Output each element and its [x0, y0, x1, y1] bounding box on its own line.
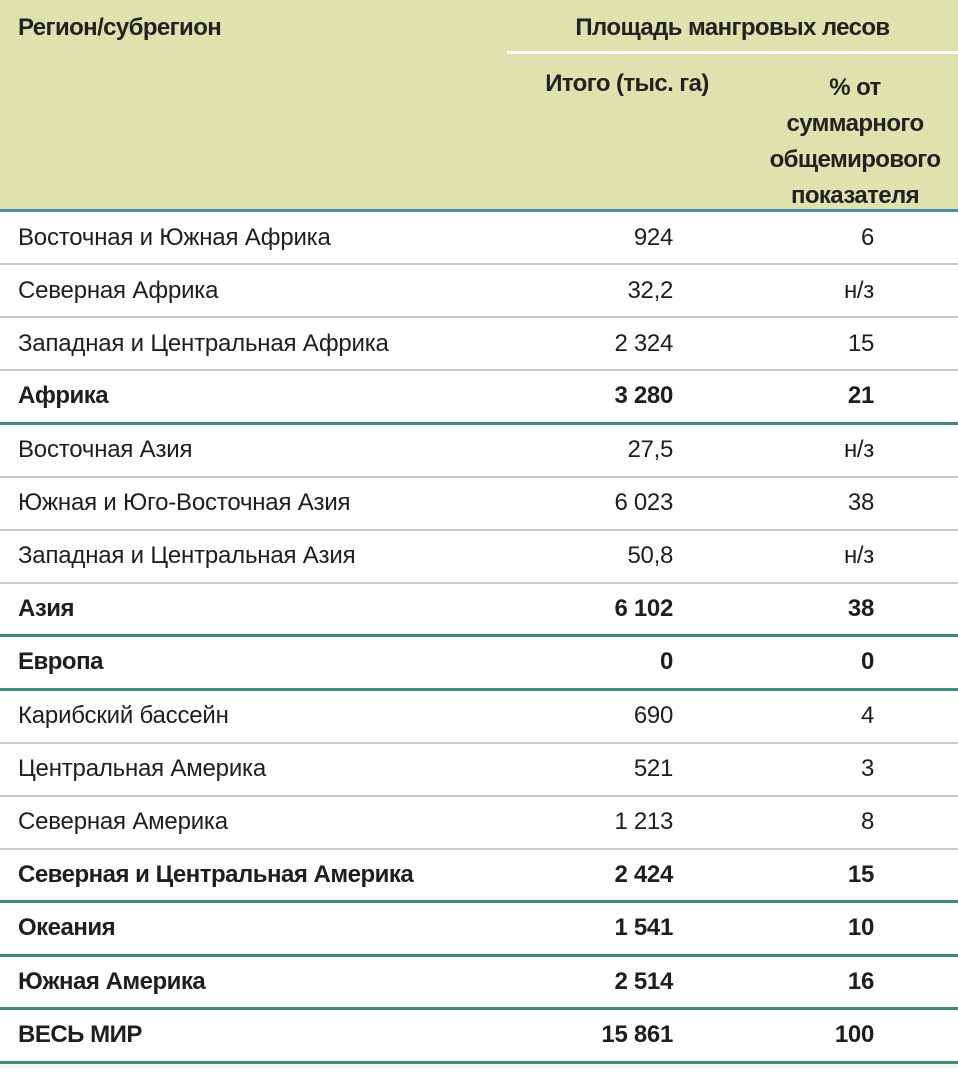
table-body [0, 212, 958, 1064]
header-percent-line: общемирового [769, 146, 941, 173]
table-row-total [0, 957, 958, 1011]
table-row-total [0, 1010, 958, 1064]
cell-region-name: Восточная и Южная Африка [18, 223, 331, 251]
cell-percent-world: н/з [843, 276, 874, 304]
table-row-total [0, 850, 958, 904]
cell-total-area: 2 324 [614, 329, 673, 357]
table-row-total [0, 903, 958, 957]
table-row [0, 212, 958, 265]
cell-percent-world: 3 [860, 755, 874, 782]
cell-percent-world: 15 [847, 860, 874, 888]
cell-total-area: 3 280 [614, 382, 673, 410]
cell-total-area: 924 [633, 223, 673, 251]
cell-region-name: Карибский бассейн [18, 702, 229, 729]
cell-percent-world: 8 [860, 808, 874, 835]
header-mangrove-area-group: Площадь мангровых лесов [575, 14, 890, 41]
header-group-divider [507, 51, 958, 54]
table-row-total [0, 371, 958, 425]
cell-total-area: 521 [633, 755, 673, 782]
cell-percent-world: 0 [860, 648, 874, 676]
cell-total-area: 27,5 [627, 436, 673, 463]
table-row [0, 478, 958, 531]
cell-percent-world: н/з [843, 436, 874, 463]
cell-total-area: 32,2 [627, 276, 673, 304]
cell-region-name: Азия [18, 594, 75, 622]
cell-percent-world: 4 [860, 702, 874, 729]
header-region: Регион/субрегион [18, 14, 222, 41]
table-row-total [0, 584, 958, 638]
table-row [0, 425, 958, 478]
cell-percent-world: н/з [843, 542, 874, 569]
cell-region-name: ВЕСЬ МИР [18, 1021, 142, 1049]
table-row [0, 265, 958, 318]
cell-region-name: Южная и Юго-Восточная Азия [18, 489, 351, 516]
cell-region-name: Северная Африка [18, 276, 219, 304]
table-bottom-edge [0, 1064, 958, 1068]
cell-region-name: Африка [18, 382, 109, 410]
cell-percent-world: 38 [847, 489, 874, 516]
header-total-thousand-ha: Итого (тыс. га) [545, 70, 709, 97]
cell-region-name: Северная и Центральная Америка [18, 860, 414, 888]
cell-percent-world: 6 [860, 223, 874, 251]
cell-total-area: 2 424 [614, 860, 673, 888]
cell-percent-world: 21 [847, 382, 874, 410]
table-row [0, 797, 958, 850]
header-percent-of-world [755, 70, 955, 214]
cell-percent-world: 16 [847, 967, 874, 995]
cell-region-name: Западная и Центральная Азия [18, 542, 356, 569]
cell-region-name: Центральная Америка [18, 755, 267, 782]
cell-percent-world: 15 [847, 329, 874, 357]
header-percent-line: % от [829, 74, 881, 101]
table-row [0, 691, 958, 744]
table-row [0, 531, 958, 584]
cell-region-name: Восточная Азия [18, 436, 193, 463]
cell-total-area: 15 861 [601, 1021, 673, 1049]
cell-total-area: 1 541 [614, 914, 673, 942]
cell-total-area: 2 514 [614, 967, 673, 995]
cell-total-area: 1 213 [614, 808, 673, 835]
header-percent-line: суммарного [786, 110, 924, 137]
cell-region-name: Западная и Центральная Африка [18, 329, 389, 357]
cell-region-name: Океания [18, 914, 116, 942]
table-row [0, 318, 958, 371]
cell-percent-world: 10 [847, 914, 874, 942]
table-row-total [0, 637, 958, 691]
cell-region-name: Северная Америка [18, 808, 228, 835]
cell-total-area: 50,8 [627, 542, 673, 569]
cell-total-area: 690 [633, 702, 673, 729]
cell-total-area: 6 023 [614, 489, 673, 516]
cell-percent-world: 100 [834, 1021, 874, 1049]
cell-total-area: 6 102 [614, 594, 673, 622]
header-percent-line: показателя [790, 182, 920, 209]
cell-region-name: Южная Америка [18, 967, 206, 995]
table-row [0, 744, 958, 797]
cell-total-area: 0 [659, 648, 673, 676]
cell-region-name: Европа [18, 648, 103, 676]
cell-percent-world: 38 [847, 594, 874, 622]
table-header [0, 0, 958, 212]
